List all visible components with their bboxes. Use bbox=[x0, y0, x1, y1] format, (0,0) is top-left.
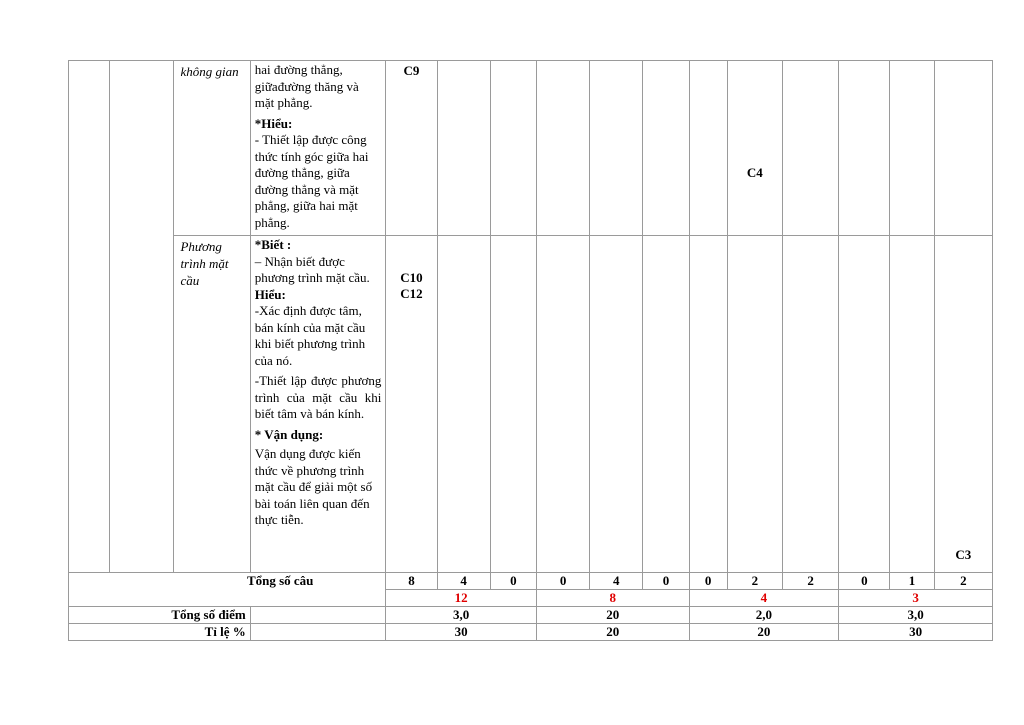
ratio-cell: 20 bbox=[536, 624, 689, 641]
topic-cell: Phương trình mặt cầu bbox=[174, 236, 250, 573]
description-cell bbox=[250, 61, 386, 236]
apply-heading: * Vận dụng: bbox=[254, 426, 324, 442]
description-text: – Nhận biết được phương trình mặt cầu. bbox=[254, 253, 370, 285]
ratio-cell: 30 bbox=[839, 624, 993, 641]
ratio-row bbox=[69, 624, 993, 641]
group-total-cell: 8 bbox=[536, 590, 689, 607]
total-points-label: Tổng số điểm bbox=[69, 607, 251, 624]
points-cell: 3,0 bbox=[386, 607, 537, 624]
know-heading: *Biết : bbox=[254, 237, 292, 252]
exam-matrix-table bbox=[68, 60, 993, 641]
ratio-label: Tỉ lệ % bbox=[69, 624, 251, 641]
description-text: Vận dụng được kiến thức về phương trình mặt cầu để giải một số bài toán liên quan đến thực tiễn. bbox=[254, 446, 373, 527]
points-cell: 3,0 bbox=[839, 607, 993, 624]
table-row bbox=[69, 61, 993, 236]
count-cell: 2 bbox=[934, 573, 992, 590]
description-text: - Thiết lập được công thức tính góc giữa hai đường thẳng, giữa đường thẳng và mặt phẳng, giữa hai mặt phẳng. bbox=[254, 132, 369, 230]
understand-heading: Hiểu: bbox=[254, 286, 286, 302]
group-total-cell: 4 bbox=[689, 590, 839, 607]
description-text: -Xác định được tâm, bán kính của mặt cầu khi biết phương trình của nó. bbox=[254, 303, 366, 368]
group-total-cell: 3 bbox=[839, 590, 993, 607]
count-cell: 4 bbox=[437, 573, 490, 590]
total-questions-row bbox=[69, 573, 993, 590]
code-cell bbox=[386, 61, 437, 236]
total-points-row bbox=[69, 607, 993, 624]
table-row bbox=[69, 236, 993, 573]
count-cell: 1 bbox=[890, 573, 934, 590]
question-code: C3 bbox=[955, 547, 972, 562]
count-cell: 0 bbox=[689, 573, 727, 590]
code-cell bbox=[386, 236, 437, 573]
question-code: C9 bbox=[403, 63, 420, 78]
description-cell bbox=[250, 236, 386, 573]
description-text: -Thiết lập được phương trình của mặt cầu khi biết tâm và bán kính. bbox=[254, 373, 382, 421]
chapter-cell bbox=[110, 61, 174, 573]
ratio-cell: 30 bbox=[386, 624, 537, 641]
question-code: C10 bbox=[400, 270, 423, 285]
total-questions-label: Tổng số câu bbox=[69, 573, 386, 607]
count-cell: 0 bbox=[643, 573, 689, 590]
count-cell: 2 bbox=[782, 573, 838, 590]
code-cell bbox=[934, 236, 992, 573]
topic-cell: không gian bbox=[174, 61, 250, 236]
group-total-cell: 12 bbox=[386, 590, 537, 607]
count-cell: 0 bbox=[536, 573, 589, 590]
question-code: C4 bbox=[746, 165, 763, 180]
count-cell: 0 bbox=[839, 573, 890, 590]
stt-cell bbox=[69, 61, 110, 573]
count-cell: 2 bbox=[727, 573, 782, 590]
description-text: hai đường thẳng, giữađường thăng và mặt phẳng. bbox=[254, 62, 359, 110]
ratio-cell: 20 bbox=[689, 624, 839, 641]
count-cell: 4 bbox=[590, 573, 643, 590]
count-cell: 8 bbox=[386, 573, 437, 590]
understand-heading: *Hiểu: bbox=[254, 115, 293, 131]
code-cell bbox=[727, 61, 782, 236]
count-cell: 0 bbox=[490, 573, 536, 590]
points-cell: 2,0 bbox=[689, 607, 839, 624]
points-cell: 20 bbox=[536, 607, 689, 624]
question-code: C12 bbox=[400, 286, 423, 301]
